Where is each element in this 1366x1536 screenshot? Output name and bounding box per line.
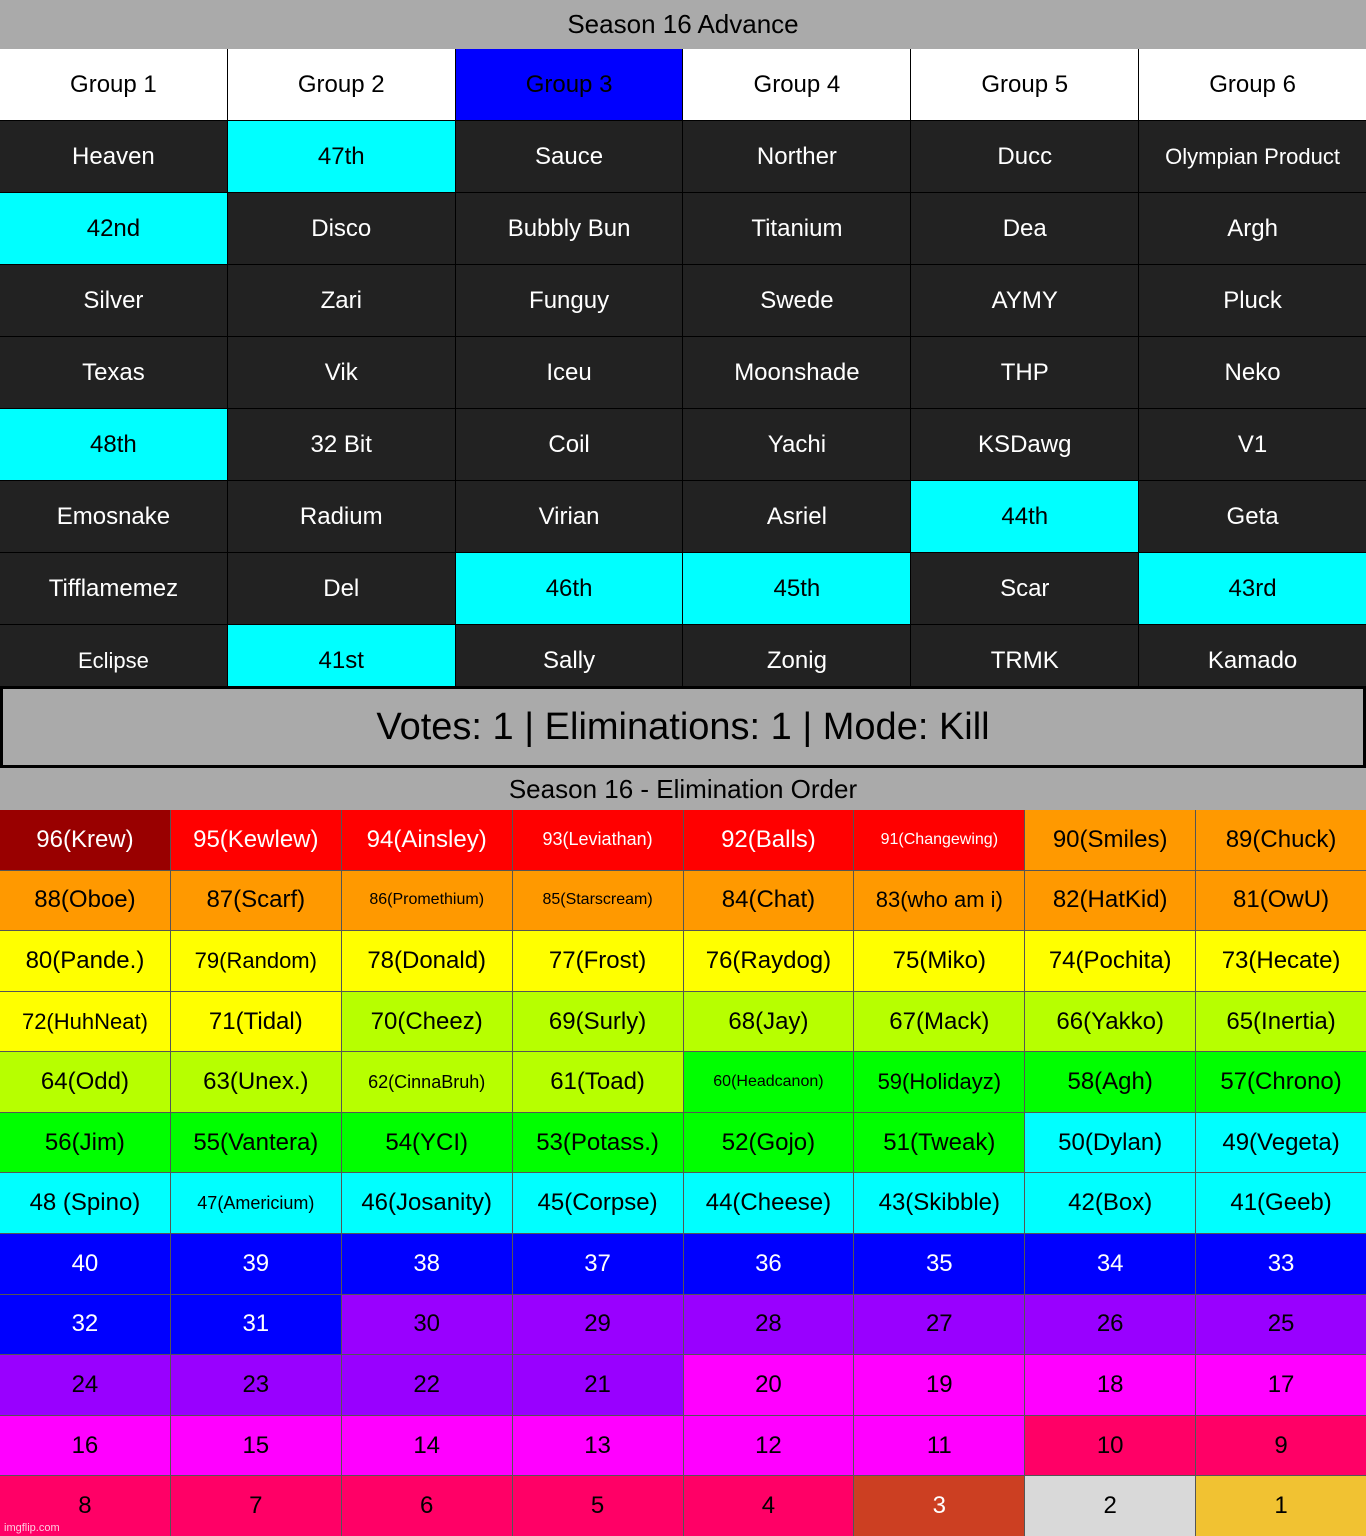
- elimination-cell: 75(Miko): [854, 931, 1024, 991]
- elimination-cell: 84(Chat): [684, 871, 854, 931]
- elimination-cell: 23: [171, 1355, 341, 1415]
- advance-cell-contestant: Norther: [683, 121, 910, 192]
- elimination-cell: 42(Box): [1025, 1173, 1195, 1233]
- elimination-cell: 53(Potass.): [513, 1113, 683, 1173]
- elimination-cell: 25: [1196, 1295, 1366, 1355]
- elimination-cell: 74(Pochita): [1025, 931, 1195, 991]
- advance-cell-contestant: Silver: [0, 265, 227, 336]
- elimination-cell: 50(Dylan): [1025, 1113, 1195, 1173]
- elimination-cell: 44(Cheese): [684, 1173, 854, 1233]
- advance-cell-contestant: Eclipse: [0, 625, 227, 696]
- elimination-cell: 21: [513, 1355, 683, 1415]
- advance-cell-contestant: Emosnake: [0, 481, 227, 552]
- group-header: Group 6: [1139, 49, 1366, 120]
- elimination-cell: 22: [342, 1355, 512, 1415]
- advance-cell-contestant: Radium: [228, 481, 455, 552]
- elimination-cell: 85(Starscream): [513, 871, 683, 931]
- elimination-cell: 67(Mack): [854, 992, 1024, 1052]
- elimination-cell: 31: [171, 1295, 341, 1355]
- elimination-cell: 63(Unex.): [171, 1052, 341, 1112]
- elimination-cell: 34: [1025, 1234, 1195, 1294]
- advance-cell-placement: 42nd: [0, 193, 227, 264]
- elimination-cell: 39: [171, 1234, 341, 1294]
- elimination-cell: 15: [171, 1416, 341, 1476]
- advance-cell-contestant: Texas: [0, 337, 227, 408]
- elimination-cell: 92(Balls): [684, 810, 854, 870]
- elimination-cell: 30: [342, 1295, 512, 1355]
- elimination-cell: 55(Vantera): [171, 1113, 341, 1173]
- elimination-cell: 62(CinnaBruh): [342, 1052, 512, 1112]
- advance-cell-contestant: Titanium: [683, 193, 910, 264]
- advance-cell-contestant: Moonshade: [683, 337, 910, 408]
- advance-cell-contestant: Dea: [911, 193, 1138, 264]
- advance-cell-contestant: Scar: [911, 553, 1138, 624]
- elimination-cell: 69(Surly): [513, 992, 683, 1052]
- elimination-cell: 60(Headcanon): [684, 1052, 854, 1112]
- elimination-cell: 43(Skibble): [854, 1173, 1024, 1233]
- advance-cell-contestant: Heaven: [0, 121, 227, 192]
- elimination-cell: 90(Smiles): [1025, 810, 1195, 870]
- elimination-cell: 80(Pande.): [0, 931, 170, 991]
- advance-cell-placement: 44th: [911, 481, 1138, 552]
- watermark: imgflip.com: [4, 1522, 60, 1534]
- elimination-cell: 41(Geeb): [1196, 1173, 1366, 1233]
- elimination-cell: 78(Donald): [342, 931, 512, 991]
- group-header: Group 1: [0, 49, 227, 120]
- elimination-cell: 35: [854, 1234, 1024, 1294]
- elimination-cell: 51(Tweak): [854, 1113, 1024, 1173]
- elimination-cell: 20: [684, 1355, 854, 1415]
- elimination-cell: 19: [854, 1355, 1024, 1415]
- advance-cell-contestant: Disco: [228, 193, 455, 264]
- elimination-cell: 91(Changewing): [854, 810, 1024, 870]
- elimination-cell: 29: [513, 1295, 683, 1355]
- advance-cell-contestant: Swede: [683, 265, 910, 336]
- elimination-cell: 68(Jay): [684, 992, 854, 1052]
- advance-cell-contestant: Funguy: [456, 265, 683, 336]
- elimination-cell: 36: [684, 1234, 854, 1294]
- advance-cell-contestant: Vik: [228, 337, 455, 408]
- elimination-cell: 28: [684, 1295, 854, 1355]
- elimination-cell: 58(Agh): [1025, 1052, 1195, 1112]
- elimination-cell: 73(Hecate): [1196, 931, 1366, 991]
- elimination-cell: 46(Josanity): [342, 1173, 512, 1233]
- elimination-cell: 16: [0, 1416, 170, 1476]
- advance-cell-contestant: KSDawg: [911, 409, 1138, 480]
- elimination-cell: 52(Gojo): [684, 1113, 854, 1173]
- elimination-cell: 18: [1025, 1355, 1195, 1415]
- elimination-cell: 88(Oboe): [0, 871, 170, 931]
- elimination-cell: 71(Tidal): [171, 992, 341, 1052]
- elimination-cell: 89(Chuck): [1196, 810, 1366, 870]
- advance-cell-placement: 48th: [0, 409, 227, 480]
- elimination-cell: 83(who am i): [854, 871, 1024, 931]
- elimination-cell: 26: [1025, 1295, 1195, 1355]
- elimination-cell: 94(Ainsley): [342, 810, 512, 870]
- advance-cell-contestant: V1: [1139, 409, 1366, 480]
- elimination-title: Season 16 - Elimination Order: [0, 768, 1366, 810]
- advance-cell-contestant: Iceu: [456, 337, 683, 408]
- advance-cell-placement: 41st: [228, 625, 455, 696]
- elimination-cell: 72(HuhNeat): [0, 992, 170, 1052]
- elimination-cell: 38: [342, 1234, 512, 1294]
- advance-title: Season 16 Advance: [0, 0, 1366, 49]
- elimination-table: [0, 810, 1366, 1536]
- advance-cell-contestant: Kamado: [1139, 625, 1366, 696]
- advance-cell-contestant: Tifflamemez: [0, 553, 227, 624]
- elimination-cell: 17: [1196, 1355, 1366, 1415]
- elimination-cell: 3: [854, 1476, 1024, 1536]
- elimination-cell: 64(Odd): [0, 1052, 170, 1112]
- group-header: Group 3: [456, 49, 683, 120]
- elimination-cell: 10: [1025, 1416, 1195, 1476]
- elimination-cell: 13: [513, 1416, 683, 1476]
- advance-cell-placement: 45th: [683, 553, 910, 624]
- elimination-cell: 4: [684, 1476, 854, 1536]
- advance-cell-contestant: Del: [228, 553, 455, 624]
- elimination-cell: 33: [1196, 1234, 1366, 1294]
- advance-cell-contestant: Zari: [228, 265, 455, 336]
- elimination-cell: 5: [513, 1476, 683, 1536]
- elimination-cell: 12: [684, 1416, 854, 1476]
- elimination-cell: 86(Promethium): [342, 871, 512, 931]
- elimination-cell: 48 (Spino): [0, 1173, 170, 1233]
- elimination-cell: 87(Scarf): [171, 871, 341, 931]
- elimination-cell: 95(Kewlew): [171, 810, 341, 870]
- elimination-cell: 37: [513, 1234, 683, 1294]
- advance-cell-contestant: Coil: [456, 409, 683, 480]
- advance-cell-contestant: Olympian Product: [1139, 121, 1366, 192]
- elimination-cell: 57(Chrono): [1196, 1052, 1366, 1112]
- elimination-cell: 54(YCI): [342, 1113, 512, 1173]
- group-header: Group 5: [911, 49, 1138, 120]
- status-bar: Votes: 1 | Eliminations: 1 | Mode: Kill: [0, 686, 1366, 768]
- advance-cell-contestant: AYMY: [911, 265, 1138, 336]
- advance-cell-placement: 47th: [228, 121, 455, 192]
- elimination-cell: 14: [342, 1416, 512, 1476]
- group-header: Group 2: [228, 49, 455, 120]
- advance-cell-contestant: Neko: [1139, 337, 1366, 408]
- elimination-cell: 81(OwU): [1196, 871, 1366, 931]
- elimination-cell: 93(Leviathan): [513, 810, 683, 870]
- advance-cell-contestant: Sauce: [456, 121, 683, 192]
- elimination-cell: 96(Krew): [0, 810, 170, 870]
- elimination-cell: 7: [171, 1476, 341, 1536]
- elimination-cell: 47(Americium): [171, 1173, 341, 1233]
- advance-cell-contestant: Asriel: [683, 481, 910, 552]
- advance-cell-contestant: Bubbly Bun: [456, 193, 683, 264]
- advance-cell-contestant: Ducc: [911, 121, 1138, 192]
- advance-table: [0, 49, 1366, 686]
- advance-cell-contestant: Argh: [1139, 193, 1366, 264]
- elimination-cell: 40: [0, 1234, 170, 1294]
- elimination-cell: 11: [854, 1416, 1024, 1476]
- advance-cell-contestant: 32 Bit: [228, 409, 455, 480]
- advance-cell-contestant: THP: [911, 337, 1138, 408]
- advance-cell-contestant: Yachi: [683, 409, 910, 480]
- elimination-cell: 45(Corpse): [513, 1173, 683, 1233]
- elimination-cell: 56(Jim): [0, 1113, 170, 1173]
- elimination-cell: 1: [1196, 1476, 1366, 1536]
- advance-cell-contestant: Pluck: [1139, 265, 1366, 336]
- elimination-cell: 24: [0, 1355, 170, 1415]
- elimination-cell: 32: [0, 1295, 170, 1355]
- group-header: Group 4: [683, 49, 910, 120]
- advance-cell-contestant: Geta: [1139, 481, 1366, 552]
- advance-cell-placement: 46th: [456, 553, 683, 624]
- elimination-cell: 49(Vegeta): [1196, 1113, 1366, 1173]
- elimination-cell: 65(Inertia): [1196, 992, 1366, 1052]
- advance-cell-contestant: Virian: [456, 481, 683, 552]
- elimination-cell: 82(HatKid): [1025, 871, 1195, 931]
- elimination-cell: 9: [1196, 1416, 1366, 1476]
- elimination-cell: 59(Holidayz): [854, 1052, 1024, 1112]
- elimination-cell: 66(Yakko): [1025, 992, 1195, 1052]
- elimination-cell: 2: [1025, 1476, 1195, 1536]
- elimination-cell: 61(Toad): [513, 1052, 683, 1112]
- elimination-cell: 79(Random): [171, 931, 341, 991]
- advance-cell-contestant: TRMK: [911, 625, 1138, 696]
- elimination-cell: 70(Cheez): [342, 992, 512, 1052]
- elimination-cell: 6: [342, 1476, 512, 1536]
- advance-cell-contestant: Sally: [456, 625, 683, 696]
- elimination-cell: 8: [0, 1476, 170, 1536]
- elimination-cell: 27: [854, 1295, 1024, 1355]
- elimination-cell: 76(Raydog): [684, 931, 854, 991]
- elimination-cell: 77(Frost): [513, 931, 683, 991]
- advance-cell-contestant: Zonig: [683, 625, 910, 696]
- advance-cell-placement: 43rd: [1139, 553, 1366, 624]
